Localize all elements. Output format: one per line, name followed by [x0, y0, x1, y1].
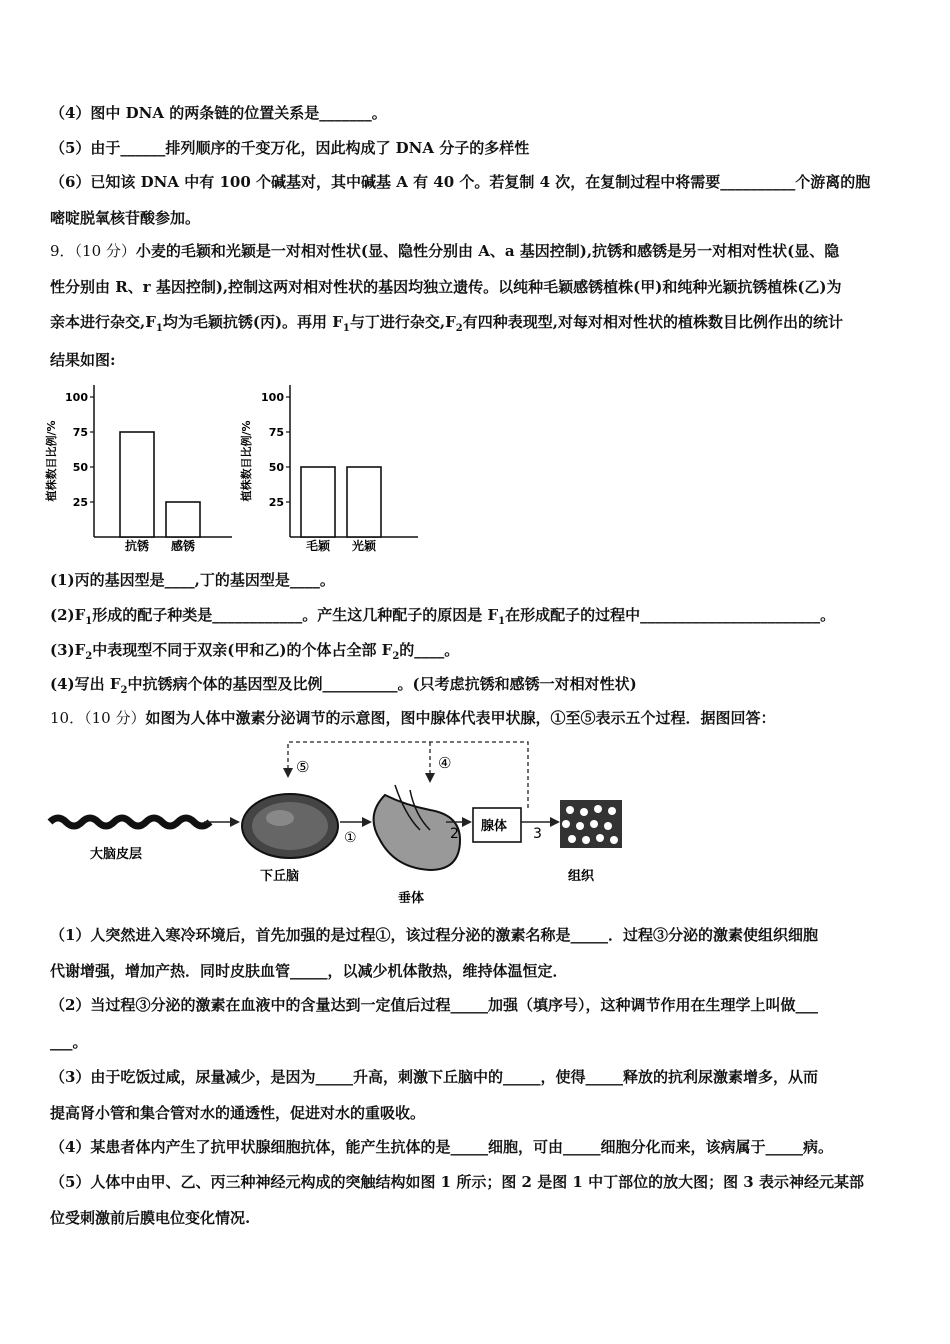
gland-label: 腺体 [481, 819, 508, 834]
tissue-shape [560, 800, 622, 848]
q10-part3-line1: （3）由于吃饭过咸，尿量减少，是因为_____升高，刺激下丘脑中的_____，使得_____释放的抗利尿激素增多，从而 [50, 1068, 818, 1086]
q9-sub2: $(2)F_1$形成的配子种类是____________。产生这几种配子的原因是 $F_1$在形成配子的过程中________________________。 [50, 606, 836, 627]
process-1-label: ① [344, 830, 357, 846]
pituitary-label: 垂体 [398, 891, 425, 906]
q8-part5: （5）由于______排列顺序的千变万化，因此构成了 DNA 分子的多样性 [50, 139, 530, 157]
q9-line4: 结果如图: [50, 351, 116, 369]
q8-part6-line2: 嘧啶脱氧核苷酸参加。 [50, 209, 201, 227]
q9-line2: 性分别由 R、r 基因控制),控制这两对相对性状的基因均独立遗传。以纯种毛颖感锈植株(甲)和纯种光颖抗锈植株(乙)为 [50, 278, 842, 296]
q9-line3: 亲本进行杂交$,F_1$均为毛颖抗锈(丙)。再用 $F_1$与丁进行杂交$,F_2$有四种表现型,对每对相对性状的植株数目比例作出的统计 [50, 313, 843, 334]
cerebral-cortex-shape [50, 818, 210, 826]
q9-text1: 小麦的毛颖和光颖是一对相对性状(显、隐性分别由 A、a 基因控制),抗锈和感锈是另一对相对性状(显、隐 [135, 242, 840, 260]
chart1-tick-label-100: 100 [65, 391, 88, 404]
q10-part3-line2: 提高肾小管和集合管对水的通透性，促进对水的重吸收。 [50, 1104, 426, 1122]
chart1-tick-label-25: 25 [72, 496, 88, 509]
pituitary-shape [374, 795, 460, 870]
chart2-tick-label-25: 25 [268, 496, 284, 509]
chart1-tick-label-75: 75 [72, 426, 88, 439]
q10-number: 10．（10 分） [50, 709, 146, 727]
q9-number: 9．（10 分） [50, 242, 136, 260]
tissue-label: 组织 [568, 869, 595, 884]
hypothalamus-label: 下丘脑 [260, 869, 300, 884]
q10-part2-line1: （2）当过程③分泌的激素在血液中的含量达到一定值后过程_____加强（填序号），这种调节作用在生理学上叫做___ [50, 996, 818, 1014]
arrow-head-5 [283, 768, 293, 778]
chart1-category-label-1: 抗锈 [124, 539, 150, 553]
q9-sub1: (1)丙的基因型是____,丁的基因型是____。 [50, 571, 335, 589]
arrow-head-4 [425, 773, 435, 783]
chart2-category-label-2: 光颖 [351, 539, 377, 553]
process-2-label: 2 [450, 826, 459, 842]
q10-part1-line2: 代谢增强，增加产热．同时皮肤血管_____，以减少机体散热，维持体温恒定． [50, 962, 568, 980]
chart2-tick-label-100: 100 [261, 391, 284, 404]
q10-part5-line2: 位受刺激前后膜电位变化情况. [50, 1209, 251, 1227]
chart1-category-label-2: 感锈 [170, 539, 196, 553]
chart1-y-label: 植株数目比例/% [45, 420, 58, 502]
process-3-label: 3 [533, 826, 542, 842]
process-5-label: ⑤ [296, 758, 310, 776]
chart2-tick-label-50: 50 [268, 461, 284, 474]
process-4-label: ④ [438, 754, 452, 772]
q10-part4: （4）某患者体内产生了抗甲状腺细胞抗体，能产生抗体的是_____细胞，可由_____细胞分化而来，该病属于_____病。 [50, 1138, 833, 1156]
chart2-y-label: 植株数目比例/% [240, 420, 253, 502]
feedback-line-outer [288, 742, 528, 808]
chart1-tick-label-50: 50 [72, 461, 88, 474]
q8-part4: （4）图中 DNA 的两条链的位置关系是_______。 [50, 104, 387, 122]
q10-intro: 10．（10 分）如图为人体中激素分泌调节的示意图，图中腺体代表甲状腺，①至⑤表示五个过程．据图回答： [50, 709, 776, 727]
q10-part2-line2: ___。 [50, 1033, 88, 1051]
q10-part1-line1: （1）人突然进入寒冷环境后，首先加强的是过程①，该过程分泌的激素名称是_____．过程③分泌的激素使组织细胞 [50, 926, 818, 944]
cerebral-cortex-label: 大脑皮层 [90, 847, 143, 862]
chart2-category-label-1: 毛颖 [305, 539, 331, 553]
q10-part5-line1: （5）人体中由甲、乙、丙三种神经元构成的突触结构如图 1 所示；图 2 是图 1 中丁部位的放大图；图 3 表示神经元某部 [50, 1173, 864, 1191]
q9-sub3: $(3)F_2$中表现型不同于双亲(甲和乙)的个体占全部 $F_2$的____。 [50, 641, 460, 662]
q8-part6-line1: （6）已知该 DNA 中有 100 个碱基对，其中碱基 A 有 40 个。若复制 4 次，在复制过程中将需要__________个游离的胞 [50, 173, 871, 191]
chart2-tick-label-75: 75 [268, 426, 284, 439]
q9-sub4: (4)写出 $F_2$中抗锈病个体的基因型及比例__________。(只考虑抗锈和感锈一对相对性状) [50, 675, 637, 696]
